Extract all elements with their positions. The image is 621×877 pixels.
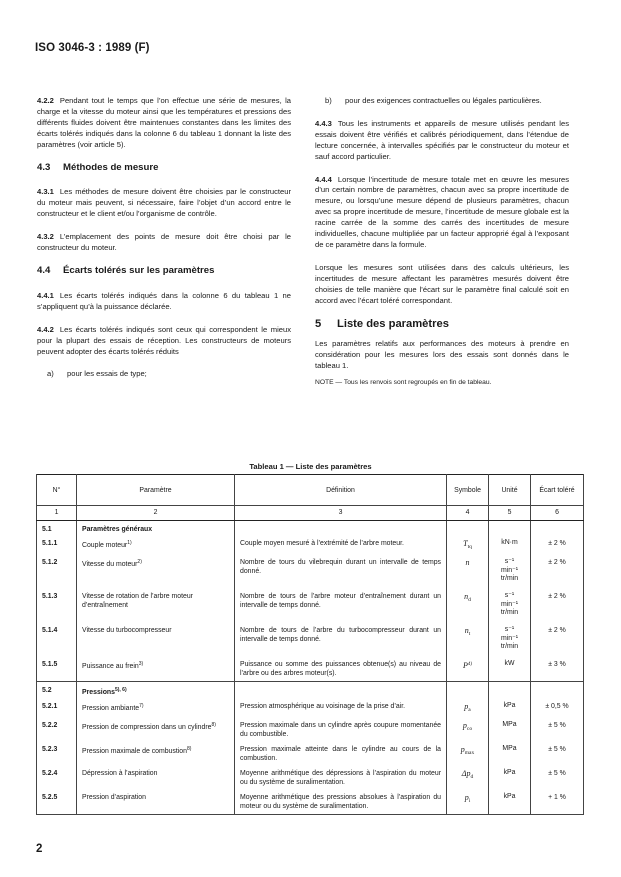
definition-cell: Pression maximale atteinte dans le cylindre au cours de la combustion. <box>235 742 447 766</box>
symbol <box>465 793 471 802</box>
tolerance-cell: ± 2 % <box>531 536 584 555</box>
list-item-b <box>325 96 569 107</box>
unit-cell <box>489 790 531 815</box>
footnote-ref: 8) <box>211 722 216 728</box>
unit-cell <box>489 536 531 555</box>
unit: tr/min <box>500 575 519 583</box>
tolerance-cell: ± 0,5 % <box>531 699 584 718</box>
clause-5-intro: Les paramètres relatifs aux performances des moteurs à prendre en considération pour les mesures lors des essais sont donnés dans le tableau 1. <box>315 339 569 371</box>
symbol-main: n <box>465 558 470 567</box>
unit: kPa <box>503 769 516 776</box>
clause-4-4-4 <box>315 175 569 251</box>
table-group-row <box>37 521 584 537</box>
row-number: 5.1.2 <box>37 555 77 589</box>
tolerance-cell: ± 5 % <box>531 718 584 742</box>
section-number: 4.3 <box>37 161 51 173</box>
parameter-cell <box>77 742 235 766</box>
symbol-subscript: a <box>468 707 471 713</box>
empty-cell <box>531 682 584 700</box>
parameter-name: Pression ambiante <box>82 705 140 712</box>
clause-4-4-4-continued: Lorsque les mesures sont utilisées dans des calculs ultérieurs, les incertitudes de mesure affectant les paramètres mesurés doivent être choisies de telle manière que l’écart sur le paramètre final calculé soit en accord avec l’écart toléré correspondant. <box>315 262 569 305</box>
symbol-main: p <box>460 745 465 754</box>
definition-cell: Nombre de tours de l’arbre moteur d’entraînement durant un intervalle de temps donné. <box>235 589 447 623</box>
group-label <box>77 682 235 700</box>
symbol <box>463 661 472 670</box>
unit-cell <box>489 766 531 790</box>
row-number: 5.2.5 <box>37 790 77 815</box>
footnote-ref: 3) <box>138 661 144 667</box>
parameter-cell <box>77 555 235 589</box>
definition-cell: Couple moyen mesuré à l’extrémité de l’arbre moteur. <box>235 536 447 555</box>
clause-number: 4.4.1 <box>37 290 54 300</box>
tolerance-cell: ± 5 % <box>531 742 584 766</box>
symbol-cell <box>447 699 489 718</box>
unit: tr/min <box>500 643 519 651</box>
column-number: 4 <box>447 506 489 521</box>
unit-cell <box>489 657 531 682</box>
unit: kN·m <box>501 539 518 546</box>
symbol-subscript: co <box>466 726 473 732</box>
row-number: 5.2.1 <box>37 699 77 718</box>
symbol <box>461 745 474 754</box>
table-group-row <box>37 682 584 700</box>
definition-cell: Nombre de tours de l’arbre du turbocompresseur durant un intervalle de temps donné. <box>235 623 447 657</box>
symbol-main: P <box>462 661 468 670</box>
clause-text: Pendant tout le temps que l’on effectue une série de mesures, la charge et la vitesse du moteur ainsi que les températures et pressions des différents fluides doivent être maintenues constantes dans les limites des écarts tolérés indiqués dans la colonne 6 du tableau 1 donnant la liste des paramètres (voir article 5). <box>37 96 291 149</box>
unit: s⁻¹ <box>504 626 515 633</box>
table-row <box>37 766 584 790</box>
clause-text: L’emplacement des points de mesure doit être choisi par le constructeur du moteur. <box>37 232 291 253</box>
section-heading-5 <box>315 319 569 330</box>
column-number: 2 <box>77 506 235 521</box>
list-item-a <box>47 369 291 380</box>
parameter-name: Vitesse du moteur <box>82 561 138 568</box>
column-header-symbole: Symbole <box>447 475 489 506</box>
tolerance-cell: ± 2 % <box>531 589 584 623</box>
clause-number: 4.3.1 <box>37 187 54 197</box>
table-row <box>37 657 584 682</box>
definition-cell: Nombre de tours du vilebrequin durant un intervalle de temps donné. <box>235 555 447 589</box>
unit-cell <box>489 623 531 657</box>
table-row <box>37 718 584 742</box>
left-column <box>37 96 291 392</box>
right-column <box>315 96 569 389</box>
list-label: b) <box>325 96 332 105</box>
definition-cell: Pression maximale dans un cylindre après coupure momentanée du combustible. <box>235 718 447 742</box>
symbol-subscript: tq <box>467 544 472 550</box>
clause-4-3-2 <box>37 232 291 254</box>
clause-text: Les écarts tolérés indiqués dans la colonne 6 du tableau 1 ne s’appliquent qu’à la puissance déclarée. <box>37 290 291 311</box>
symbol-main: n <box>464 626 469 635</box>
definition-cell: Pression atmosphérique au voisinage de la prise d’air. <box>235 699 447 718</box>
clause-4-4-1 <box>37 291 291 313</box>
section-number: 4.4 <box>37 264 51 276</box>
unit: s⁻¹ <box>504 592 515 599</box>
footnote-ref: 1) <box>127 540 132 546</box>
definition-cell: Moyenne arithmétique des dépressions à l’aspiration du moteur ou du système de suralimentation. <box>235 766 447 790</box>
column-header-definition: Définition <box>235 475 447 506</box>
group-number: 5.2 <box>37 682 77 700</box>
symbol-main: T <box>463 539 468 548</box>
symbol-cell <box>447 657 489 682</box>
section-title: Méthodes de mesure <box>63 161 159 173</box>
symbol <box>463 539 472 548</box>
unit: min⁻¹ <box>500 566 519 574</box>
empty-cell <box>235 682 447 700</box>
empty-cell <box>447 682 489 700</box>
clause-text: Tous les instruments et appareils de mesure utilisés pendant les essais doivent être vérifiés et calibrés périodiquement, dans l’étendue de lecture concernée, à intervalles spécifiés par le constructeur du moteur et sauf accord particulier. <box>315 118 569 161</box>
footnote-ref: 5), 6) <box>114 687 127 693</box>
parameter-cell <box>77 623 235 657</box>
symbol-subscript: d <box>468 597 471 603</box>
definition-cell: Puissance ou somme des puissances obtenue(s) au niveau de l’arbre ou des arbres moteur(s). <box>235 657 447 682</box>
parameter-name: Puissance au frein <box>82 663 139 670</box>
unit: s⁻¹ <box>504 558 515 565</box>
empty-cell <box>489 682 531 700</box>
parameter-cell <box>77 589 235 623</box>
empty-cell <box>235 521 447 537</box>
row-number: 5.1.1 <box>37 536 77 555</box>
table-row <box>37 589 584 623</box>
row-number: 5.1.4 <box>37 623 77 657</box>
unit-cell <box>489 742 531 766</box>
table-row <box>37 742 584 766</box>
page-number: 2 <box>36 843 43 855</box>
unit-cell <box>489 589 531 623</box>
parameter-cell <box>77 790 235 815</box>
clause-number: 4.2.2 <box>37 96 54 105</box>
document-header: ISO 3046-3 : 1989 (F) <box>35 42 150 54</box>
clause-number: 4.3.2 <box>37 232 54 242</box>
symbol-subscript: d <box>470 774 474 780</box>
symbol <box>464 592 471 601</box>
symbol-cell <box>447 790 489 815</box>
table-row <box>37 699 584 718</box>
parameter-name: Pression de compression dans un cylindre <box>82 724 212 731</box>
group-number: 5.1 <box>37 521 77 537</box>
unit-cell <box>489 555 531 589</box>
symbol-main: p <box>462 721 467 730</box>
column-header-no: N° <box>37 475 77 506</box>
column-header-parametre: Paramètre <box>77 475 235 506</box>
parameter-cell <box>77 657 235 682</box>
footnote-ref: 7) <box>139 703 144 709</box>
section-number: 5 <box>315 317 322 330</box>
symbol-cell <box>447 766 489 790</box>
parameter-cell <box>77 718 235 742</box>
row-number: 5.1.3 <box>37 589 77 623</box>
footnote-ref: 4) <box>467 662 473 667</box>
unit: min⁻¹ <box>500 634 519 642</box>
section-title: Liste des paramètres <box>337 317 449 330</box>
unit: tr/min <box>500 609 519 617</box>
parameter-cell <box>77 536 235 555</box>
unit: min⁻¹ <box>500 600 519 608</box>
list-label: a) <box>47 369 54 379</box>
unit: kPa <box>503 793 516 800</box>
symbol-main: n <box>464 592 469 601</box>
note: NOTE — Tous les renvois sont regroupés en fin de tableau. <box>315 379 492 387</box>
tolerance-cell: ± 2 % <box>531 623 584 657</box>
empty-cell <box>531 521 584 537</box>
parameter-name: Couple moteur <box>82 542 128 549</box>
row-number: 5.2.2 <box>37 718 77 742</box>
symbol <box>465 626 471 635</box>
empty-cell <box>447 521 489 537</box>
table-row <box>37 536 584 555</box>
section-title: Écarts tolérés sur les paramètres <box>63 264 215 276</box>
row-number: 5.2.3 <box>37 742 77 766</box>
symbol-cell <box>447 623 489 657</box>
symbol-cell <box>447 589 489 623</box>
column-number-row <box>37 506 584 521</box>
column-number: 6 <box>531 506 584 521</box>
group-label <box>77 521 235 537</box>
table-title: Tableau 1 — Liste des paramètres <box>249 462 372 471</box>
clause-number: 4.4.2 <box>37 324 54 334</box>
footnote-ref: 2) <box>137 559 142 565</box>
footnote-ref: 8) <box>186 746 192 752</box>
symbol-cell <box>447 555 489 589</box>
table-body <box>37 521 584 815</box>
parameter-name: Pression d’aspiration <box>82 794 146 801</box>
group-label-text: Paramètres généraux <box>82 526 153 533</box>
unit: MPa <box>502 745 517 752</box>
clause-number: 4.4.3 <box>315 118 332 128</box>
column-number: 5 <box>489 506 531 521</box>
tolerance-cell: + 1 % <box>531 790 584 815</box>
list-text: pour des exigences contractuelles ou légales particulières. <box>345 96 542 105</box>
list-text: pour les essais de type; <box>67 369 147 379</box>
symbol-subscript: t <box>468 631 471 637</box>
parameter-name: Dépression à l’aspiration <box>82 770 158 777</box>
parameter-cell <box>77 766 235 790</box>
tolerance-cell: ± 5 % <box>531 766 584 790</box>
symbol <box>464 702 470 711</box>
group-label-text: Pressions <box>82 689 115 696</box>
column-header-unite: Unité <box>489 475 531 506</box>
clause-4-4-3 <box>315 119 569 163</box>
symbol-main: p <box>464 793 469 802</box>
definition-cell: Moyenne arithmétique des pressions absolues à l’aspiration du moteur ou du système de suralimentation. <box>235 790 447 815</box>
clause-text: Lorsque l’incertitude de mesure totale met en œuvre les mesures d’un certain nombre de paramètres, chacun avec sa propre incertitude de mesure, ou lorsqu’une mesure dépend de plusieurs paramètres, chacun avec sa propre incertitude de mesure, l’incertitude de mesure globale est la racine carrée de la somme des carrés des incertitudes de mesure individuelles, chacune multipliée par un facteur approprié égal à l’exposant de ce paramètre dans la formule. <box>315 174 569 249</box>
unit-cell <box>489 718 531 742</box>
symbol-cell <box>447 536 489 555</box>
parameter-name: Pression maximale de combustion <box>82 748 187 755</box>
column-number: 1 <box>37 506 77 521</box>
tolerance-cell: ± 2 % <box>531 555 584 589</box>
symbol <box>462 769 473 778</box>
symbol-main: p <box>464 702 469 711</box>
symbol <box>466 558 470 567</box>
unit-cell <box>489 699 531 718</box>
parameter-name: Vitesse du turbocompresseur <box>82 627 172 634</box>
parameters-table <box>36 474 584 815</box>
clause-text: Les écarts tolérés indiqués sont ceux qui correspondent le mieux pour la plupart des essais de réception. Les constructeurs de moteurs peuvent adopter des écarts tolérés réduits <box>37 324 291 356</box>
unit: MPa <box>502 721 517 728</box>
tolerance-cell: ± 3 % <box>531 657 584 682</box>
clause-4-3-1 <box>37 187 291 220</box>
symbol-cell <box>447 718 489 742</box>
table-header-row <box>37 475 584 506</box>
empty-cell <box>489 521 531 537</box>
column-number: 3 <box>235 506 447 521</box>
clause-4-4-2 <box>37 325 291 358</box>
row-number: 5.1.5 <box>37 657 77 682</box>
parameter-cell <box>77 699 235 718</box>
table-row <box>37 555 584 589</box>
symbol-cell <box>447 742 489 766</box>
symbol-subscript: max <box>464 750 475 756</box>
section-heading-4-3 <box>37 163 291 174</box>
table-row <box>37 790 584 815</box>
section-heading-4-4 <box>37 266 291 277</box>
table-row <box>37 623 584 657</box>
parameter-name: Vitesse de rotation de l’arbre moteur d’entraînement <box>82 593 193 609</box>
symbol-main: Δp <box>461 769 471 778</box>
clause-text: Les méthodes de mesure doivent être choisies par le constructeur du moteur mais peuvent, si nécessaire, faire l’objet d’un accord entre le constructeur et le client et/ou l’organisme de contrôle. <box>37 187 291 219</box>
symbol-subscript: i <box>468 798 471 804</box>
unit: kW <box>504 660 515 667</box>
clause-number: 4.4.4 <box>315 174 332 184</box>
row-number: 5.2.4 <box>37 766 77 790</box>
symbol <box>463 721 472 730</box>
clause-4-2-2 <box>37 96 291 151</box>
column-header-ecart-tolere: Écart toléré <box>531 475 584 506</box>
unit: kPa <box>503 702 516 709</box>
